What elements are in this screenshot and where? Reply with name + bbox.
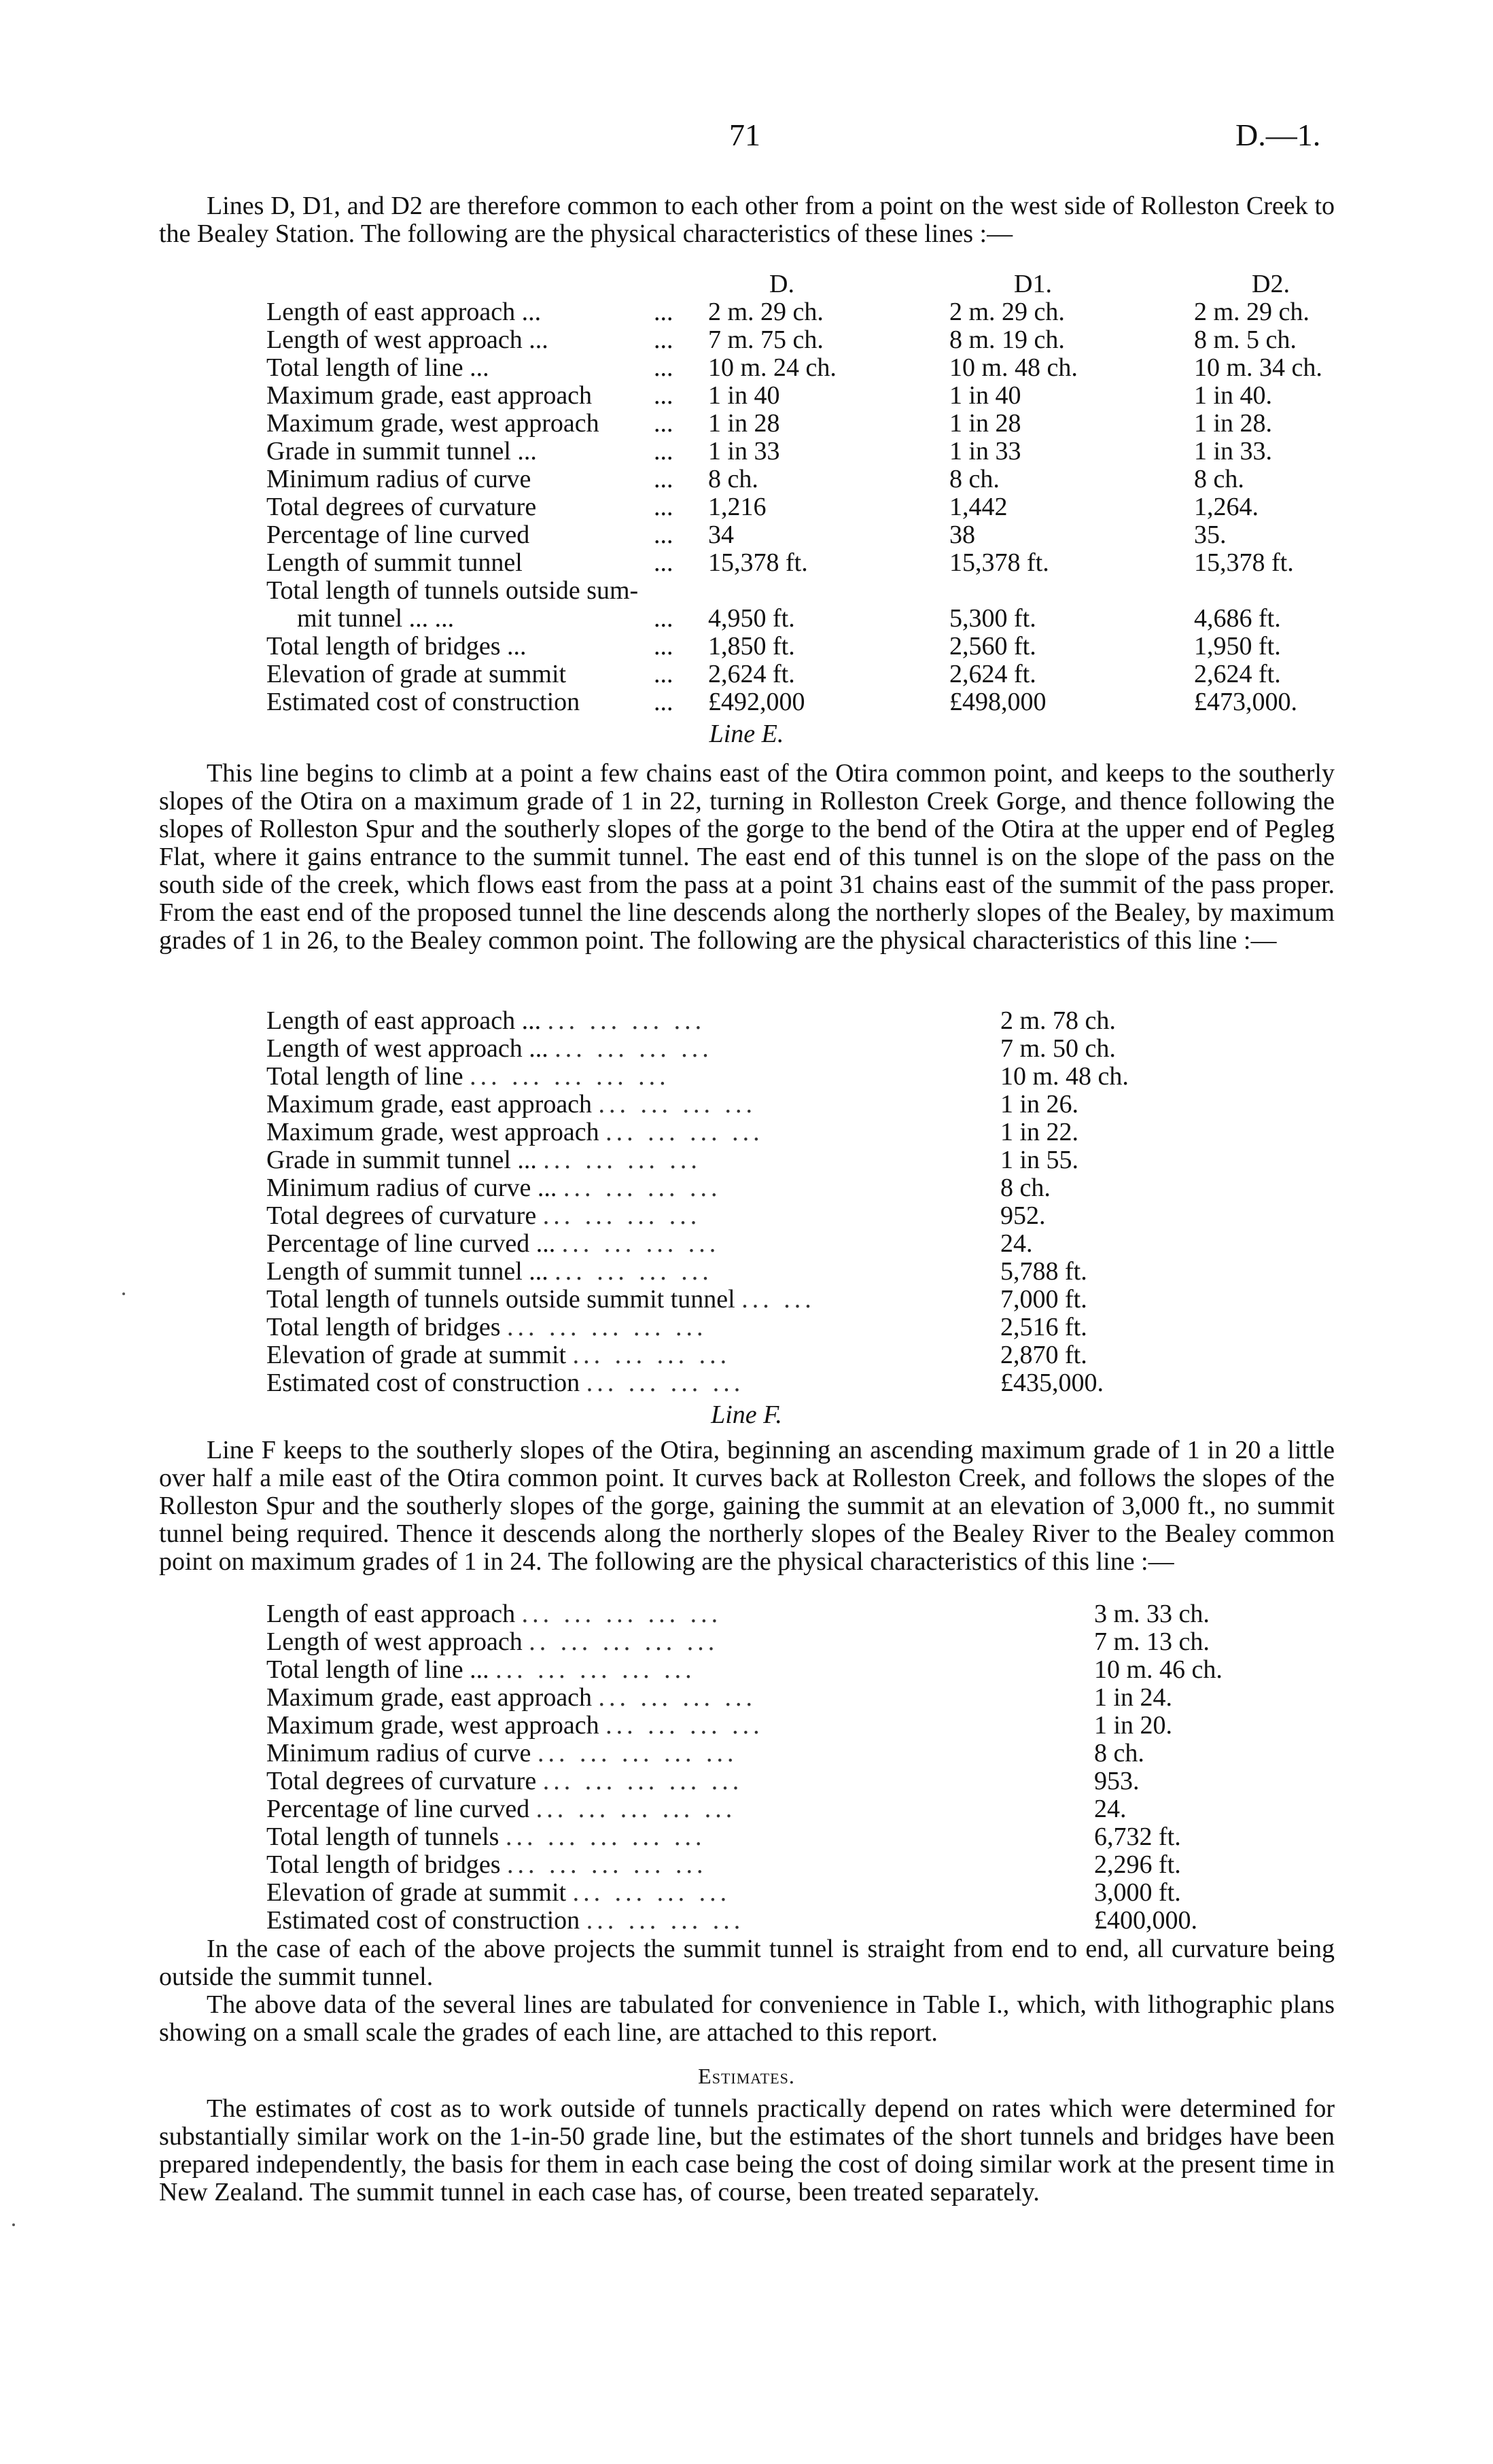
table-row [266,354,1432,382]
row-label: mit tunnel ... ... [297,604,455,633]
row-label: Elevation of grade at summit [266,1341,567,1369]
table-row [266,1656,1223,1684]
row-value-d: 1 in 33 [708,437,780,465]
table-row [266,326,1432,354]
row-label: Total length of bridges ... [266,632,527,661]
row-label: Total length of line ... [266,353,489,382]
row-leader: ... ... ... ... [555,1034,713,1063]
table-row [266,1258,1129,1286]
row-value-d [708,577,949,605]
table-row [266,410,1432,438]
row-value: 7 m. 50 ch. [1000,1034,1116,1063]
row-value: 10 m. 48 ch. [1000,1062,1129,1091]
table-row [266,1119,1129,1146]
row-value: 2 m. 78 ch. [1000,1006,1116,1035]
row-label: Length of west approach ... [266,1034,548,1063]
row-value-d2: £473,000. [1194,688,1297,716]
row-value-d: 34 [708,521,734,549]
table-row [266,633,1432,661]
table-row [266,605,1432,633]
row-label: Percentage of line curved [266,1795,530,1823]
row-label: Estimated cost of construction [266,688,580,716]
row-label: Grade in summit tunnel ... [266,437,537,465]
row-leader: ... ... ... ... [543,1146,701,1174]
row-label: Length of east approach ... [266,298,542,326]
row-label: Total length of bridges [266,1850,501,1879]
table-header-row [266,270,1432,298]
row-label: Total degrees of curvature [266,493,537,521]
table-row [266,465,1432,493]
row-label: Length of west approach ... [266,325,548,354]
row-leader: ... ... ... ... [598,1683,757,1712]
row-value: 10 m. 46 ch. [1094,1655,1223,1684]
row-label: Total length of line ... [266,1655,489,1684]
row-leader: ... ... ... ... [561,1229,720,1258]
closing-text-1: In the case of each of the above projects the summit tunnel is straight from end to end, all curvature being outside the summit tunnel. [159,1935,1335,1991]
row-value-d2: 2,624 ft. [1194,660,1281,688]
row-leader: ... ... ... ... [586,1369,745,1397]
closing-text-2: The above data of the several lines are tabulated for convenience in Table I., which, with lithographic plans showing on a small scale the grades of each line, are attached to this report. [159,1990,1335,2047]
row-value: 5,788 ft. [1000,1257,1087,1286]
table-row [266,438,1432,465]
row-leader: ... ... ... ... [547,1006,706,1035]
row-value-d: 7 m. 75 ch. [708,325,824,354]
row-label: Grade in summit tunnel ... [266,1146,537,1174]
row-value: 1 in 26. [1000,1090,1079,1119]
line-e-text: This line begins to climb at a point a few chains east of the Otira common point, and keeps to the southerly slopes of the Otira on a maximum grade of 1 in 22, turning in Rolleston Creek Gorge, and thence following the slopes of Rolleston Spur and the southerly slopes of the gorge to the bend of the Otira at the upper end of Pegleg Flat, where it gains entrance to the summit tunnel. The east end of this tunnel is on the slope of the pass on the south side of the creek, which flows east from the pass at a point 31 chains east of the summit of the pass proper. From the east end of the proposed tunnel the line descends along the northerly slopes of the Bealey, by maximum grades of 1 in 26, to the Bealey common point. The following are the physical characteristics of this line :— [159,759,1335,955]
row-value-d2 [1194,577,1432,605]
row-value-d: 10 m. 24 ch. [708,353,837,382]
row-leader: ... ... ... ... ... [535,1795,737,1823]
row-value-d2: 10 m. 34 ch. [1194,353,1322,382]
row-value-d1: 8 ch. [949,465,1000,493]
row-value-d: 2,624 ft. [708,660,795,688]
line-e-heading: Line E. [709,720,784,748]
estimates-paragraph [159,2095,1335,2206]
intro-text: Lines D, D1, and D2 are therefore common to each other from a point on the west side of Rolleston Creek to the Bealey Station. The following are the physical characteristics of these lines :— [159,192,1335,248]
row-value-d: 1,216 [708,493,767,521]
row-leader: ... ... ... ... ... [537,1739,738,1767]
row-value-d1: 1 in 28 [949,409,1021,438]
row-value-d1 [949,577,1194,605]
row-value: 24. [1094,1795,1127,1823]
row-value: 6,732 ft. [1094,1823,1181,1851]
row-value-d1: 8 m. 19 ch. [949,325,1065,354]
row-leader: ... [654,325,673,354]
row-leader: ... [654,493,673,521]
row-value-d2: 1 in 28. [1194,409,1273,438]
row-value-d1: 1 in 33 [949,437,1021,465]
table-row [266,1314,1129,1341]
row-leader: ... ... ... ... ... [505,1823,706,1851]
row-value-d1: 15,378 ft. [949,548,1049,577]
row-value: 2,296 ft. [1094,1850,1181,1879]
table-row [266,1341,1129,1369]
row-value: 2,870 ft. [1000,1341,1087,1369]
line-f-table [266,1600,1223,1935]
row-label: Minimum radius of curve ... [266,1174,557,1202]
intro-paragraph [159,192,1335,248]
row-value: 3,000 ft. [1094,1878,1181,1907]
row-label: Length of summit tunnel [266,548,523,577]
row-label: Total length of bridges [266,1313,501,1341]
row-value: 24. [1000,1229,1033,1258]
row-value-d2: 1 in 40. [1194,381,1273,410]
row-value: 1 in 55. [1000,1146,1079,1174]
row-leader: ... ... ... ... ... [495,1655,696,1684]
table-row [266,1767,1223,1795]
row-leader: ... ... [741,1285,815,1314]
row-label: Length of east approach [266,1600,516,1628]
row-leader: ... [654,632,673,661]
table-row [266,577,1432,605]
table-row [266,493,1432,521]
row-value: 953. [1094,1767,1140,1795]
row-value-d1: £498,000 [949,688,1047,716]
row-leader: ... ... ... ... [572,1341,731,1369]
row-leader: ... ... ... ... [563,1174,722,1202]
table-row [266,661,1432,688]
row-label: Length of west approach [266,1627,523,1656]
row-label: Total length of line [266,1062,463,1091]
row-value: 7 m. 13 ch. [1094,1627,1210,1656]
row-label: Percentage of line curved [266,521,530,549]
row-value-d2: 1 in 33. [1194,437,1273,465]
row-value-d: £492,000 [708,688,805,716]
table-row [266,521,1432,549]
document-reference: D.—1. [1235,118,1321,152]
line-f-paragraph [159,1437,1335,1576]
table-row [266,1035,1129,1063]
col-d1-header: D1. [1014,270,1052,298]
row-label: Minimum radius of curve [266,465,531,493]
table-row [266,688,1432,716]
row-label: Maximum grade, east approach [266,1683,593,1712]
table-row [266,382,1432,410]
row-label: Elevation of grade at summit [266,660,567,688]
table-row [266,298,1432,326]
row-value-d: 1 in 40 [708,381,780,410]
row-leader: ... ... ... ... [605,1711,764,1740]
table-row [266,1740,1223,1767]
row-value: 952. [1000,1201,1046,1230]
row-label: Maximum grade, east approach [266,381,593,410]
lines-d-table [266,270,1432,716]
row-value-d2: 15,378 ft. [1194,548,1294,577]
row-label: Total length of tunnels outside summit tunnel [266,1285,735,1314]
row-value-d1: 10 m. 48 ch. [949,353,1078,382]
table-row [266,1879,1223,1907]
estimates-text: The estimates of cost as to work outside of tunnels practically depend on rates which were determined for substantially similar work on the 1-in-50 grade line, but the estimates of the short tunnels and bridges have been prepared independently, the basis for them in each case being the cost of doing similar work at the present time in New Zealand. The summit tunnel in each case has, of course, been treated separately. [159,2094,1335,2206]
row-leader: ... [654,298,673,326]
row-leader: ... [654,409,673,438]
closing-paragraphs [159,1935,1335,2047]
row-label: Total degrees of curvature [266,1767,537,1795]
row-value-d: 2 m. 29 ch. [708,298,824,326]
row-label: Length of summit tunnel ... [266,1257,548,1286]
row-value: £435,000. [1000,1369,1104,1397]
table-row [266,1230,1129,1258]
table-row [266,1600,1223,1628]
row-label: Total length of tunnels [266,1823,499,1851]
row-leader: ... [654,604,673,633]
row-label: Estimated cost of construction [266,1906,580,1935]
scan-mark [122,1292,125,1295]
row-value-d1: 2,560 ft. [949,632,1036,661]
row-value: 8 ch. [1094,1739,1144,1767]
row-label: Estimated cost of construction [266,1369,580,1397]
line-e-paragraph [159,760,1335,955]
row-leader: ... ... ... ... ... [507,1313,707,1341]
table-row [266,1712,1223,1740]
row-value-d2: 1,950 ft. [1194,632,1281,661]
row-leader: ... [654,353,673,382]
row-leader: ... [654,381,673,410]
row-value-d2: 35. [1194,521,1227,549]
table-row [266,549,1432,577]
row-label: Maximum grade, east approach [266,1090,593,1119]
row-value-d: 1,850 ft. [708,632,795,661]
col-d2-header: D2. [1252,270,1290,298]
row-value-d1: 38 [949,521,975,549]
row-leader: ... ... ... ... ... [507,1850,707,1879]
table-row [266,1851,1223,1879]
row-leader: ... ... ... ... [598,1090,757,1119]
row-label: Total length of tunnels outside sum- [266,576,639,605]
row-label: Maximum grade, west approach [266,409,599,438]
row-leader: ... ... ... ... ... [521,1600,722,1628]
scan-mark [12,2223,15,2226]
row-value: 1 in 24. [1094,1683,1173,1712]
row-value-d: 15,378 ft. [708,548,808,577]
row-value-d: 4,950 ft. [708,604,795,633]
table-row [266,1286,1129,1314]
row-label: Maximum grade, west approach [266,1118,599,1146]
row-value-d1: 5,300 ft. [949,604,1036,633]
row-leader: ... [654,688,673,716]
row-value-d2: 8 m. 5 ch. [1194,325,1297,354]
row-leader: .. ... ... ... ... [529,1627,719,1656]
row-leader: ... ... ... ... [542,1201,701,1230]
row-value-d1: 2,624 ft. [949,660,1036,688]
row-leader: ... ... ... ... ... [542,1767,743,1795]
row-leader: ... [654,548,673,577]
table-row [266,1907,1223,1935]
row-leader: ... [654,437,673,465]
row-value: 7,000 ft. [1000,1285,1087,1314]
table-row [266,1146,1129,1174]
row-leader: ... ... ... ... [572,1878,731,1907]
row-value-d: 1 in 28 [708,409,780,438]
row-label: Percentage of line curved ... [266,1229,556,1258]
row-value-d2: 2 m. 29 ch. [1194,298,1310,326]
row-value: 1 in 22. [1000,1118,1079,1146]
row-value-d2: 1,264. [1194,493,1259,521]
row-leader: ... [654,465,673,493]
row-leader: ... [654,660,673,688]
col-d-header: D. [769,270,794,298]
row-value: 2,516 ft. [1000,1313,1087,1341]
row-leader: ... ... ... ... [555,1257,713,1286]
line-f-heading: Line F. [711,1401,782,1429]
table-row [266,1823,1223,1851]
row-label: Length of east approach ... [266,1006,542,1035]
row-value-d: 8 ch. [708,465,758,493]
row-value-d1: 2 m. 29 ch. [949,298,1065,326]
table-row [266,1369,1129,1397]
table-row [266,1174,1129,1202]
row-leader: ... [654,521,673,549]
table-row [266,1684,1223,1712]
table-row [266,1091,1129,1119]
line-f-text: Line F keeps to the southerly slopes of the Otira, beginning an ascending maximum grade of 1 in 20 a little over half a mile east of the Otira common point. It curves back at Rolleston Creek, and follows the slopes of the Rolleston Spur and the southerly slopes of the gorge, gaining the summit at an elevation of 3,000 ft., no summit tunnel being required. Thence it descends along the northerly slopes of the Bealey River to the Bealey common point on maximum grades of 1 in 24. The following are the physical characteristics of this line :— [159,1436,1335,1576]
table-row [266,1202,1129,1230]
row-leader: ... ... ... ... [586,1906,745,1935]
row-value: 8 ch. [1000,1174,1051,1202]
row-value: £400,000. [1094,1906,1197,1935]
row-leader: ... ... ... ... ... [470,1062,670,1091]
row-value-d2: 8 ch. [1194,465,1244,493]
estimates-heading: Estimates. [698,2064,795,2088]
row-value: 3 m. 33 ch. [1094,1600,1210,1628]
page-number: 71 [729,118,760,152]
row-label: Maximum grade, west approach [266,1711,599,1740]
table-row [266,1063,1129,1091]
line-e-table [266,1007,1129,1397]
table-row [266,1007,1129,1035]
row-value: 1 in 20. [1094,1711,1173,1740]
row-label: Elevation of grade at summit [266,1878,567,1907]
row-value-d2: 4,686 ft. [1194,604,1281,633]
table-row [266,1795,1223,1823]
row-value-d1: 1,442 [949,493,1008,521]
row-label: Minimum radius of curve [266,1739,531,1767]
row-label: Total degrees of curvature [266,1201,537,1230]
table-row [266,1628,1223,1656]
row-leader: ... ... ... ... [605,1118,764,1146]
row-value-d1: 1 in 40 [949,381,1021,410]
